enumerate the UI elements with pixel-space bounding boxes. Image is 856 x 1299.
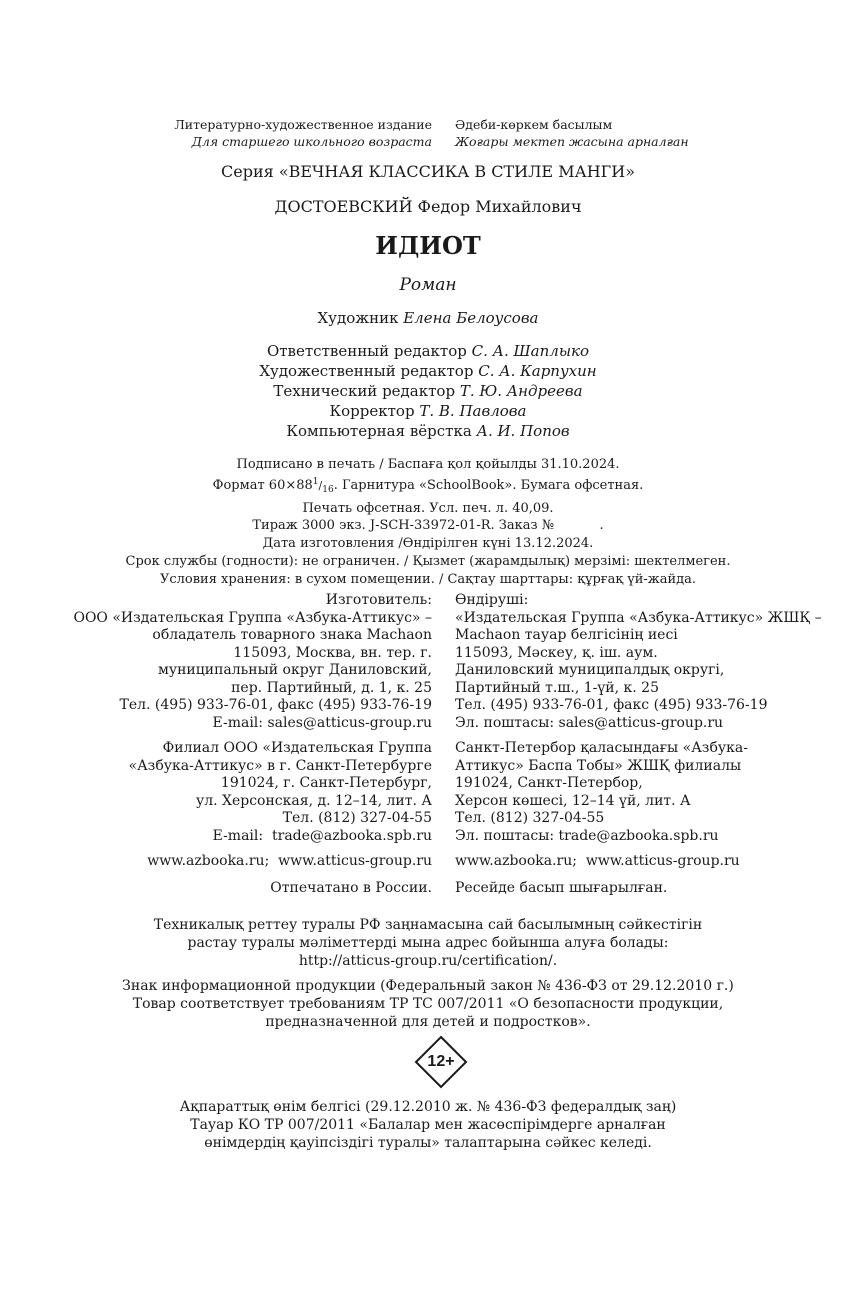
print-info <box>0 456 856 589</box>
editor-line <box>0 361 856 381</box>
storage-line: Условия хранения: в сухом помещении. / Сақтау шарттары: құрғақ үй-жайда. <box>159 571 697 587</box>
editor-role: Художественный редактор <box>259 362 474 380</box>
info-sign-ru-line: Товар соответствует требованиям ТР ТС 007/2011 «О безопасности продукции, <box>132 996 724 1012</box>
format-den: 16 <box>322 484 334 495</box>
certification-line: растау туралы мәліметтерді мына адрес бойынша алуға болады: <box>187 935 669 951</box>
branch-kz-line: Херсон көшесі, 12–14 үй, лит. А <box>455 792 691 809</box>
editor-line <box>0 401 856 421</box>
illustrator-role: Художник <box>317 309 399 327</box>
illustrator-name: Елена Белоусова <box>403 309 539 327</box>
manufacturer-ru-line: обладатель товарного знака Machaon <box>152 627 432 643</box>
websites-ru: www.azbooka.ru; www.atticus-group.ru <box>147 853 432 869</box>
info-sign-kz <box>0 1098 856 1152</box>
manufacturer-ru-line: Тел. (495) 933-76-01, факс (495) 933-76-19 <box>119 697 432 713</box>
branch-kz <box>455 740 748 845</box>
book-subtitle: Роман <box>399 275 457 295</box>
service-life-line: Срок службы (годности): не ограничен. / Қызмет (жарамдылық) мерзімі: шектелмеген. <box>125 553 731 569</box>
branch-ru-line: 191024, г. Санкт-Петербург, <box>220 775 432 791</box>
info-sign-kz-line: Тауар КО ТР 007/2011 «Балалар мен жасөспірімдерге арналған <box>190 1117 666 1133</box>
info-sign-ru-line: предназначенной для детей и подростков». <box>265 1014 591 1030</box>
branch-ru-line: ул. Херсонская, д. 12–14, лит. А <box>195 792 432 809</box>
manufacturer-kz-line: Эл. поштасы: sales@atticus-group.ru <box>455 714 724 731</box>
certification-line: Техникалық реттеу туралы РФ заңнамасына сай басылымның сәйкестігін <box>153 917 703 933</box>
age-rating-label: 12+ <box>427 1053 455 1070</box>
manufacturer-kz-line: Даниловский муниципалдық округі, <box>455 662 725 678</box>
certification-line: http://atticus-group.ru/certification/. <box>298 953 558 969</box>
info-sign-kz-line: өнімдердің қауіпсіздігі туралы» талаптарына сәйкес келеді. <box>204 1135 652 1151</box>
manufacturer-kz-line: Өндіруші: <box>455 592 529 608</box>
branch-ru-line: Тел. (812) 327-04-55 <box>282 810 432 826</box>
editor-line <box>0 341 856 361</box>
info-sign-ru <box>0 977 856 1031</box>
book-title: ИДИОТ <box>375 231 481 260</box>
manufacturer-kz-line: Machaon тауар белгісінің иесі <box>455 627 678 643</box>
branch-kz-line: Аттикус» Баспа Тобы» ЖШҚ филиалы <box>455 757 742 774</box>
made-date-line: Дата изготовления /Өндірілген күні 13.12.2024. <box>262 536 594 552</box>
format-line: Формат $60\times 88^1/_{16}$. Гарнитура «SchoolBook». Бумага офсетная. <box>212 476 644 495</box>
format-suffix: . Гарнитура «SchoolBook». Бумага офсетная. <box>333 477 644 493</box>
audience-ru: Для старшего школьного возраста <box>191 134 432 149</box>
manufacturer-kz-line: «Издательская Группа «Азбука-Аттикус» ЖШҚ – <box>455 609 822 626</box>
manufacturer-kz <box>455 592 822 732</box>
run-line: Тираж 3000 экз. J-SCH-33972-01-R. Заказ № . <box>252 518 604 534</box>
signed-line: Подписано в печать / Баспаға қол қойылды 31.10.2024. <box>236 457 620 472</box>
editors-block <box>0 341 856 441</box>
format-num: 1 <box>312 476 319 487</box>
branch-kz-line: Тел. (812) 327-04-55 <box>455 810 605 826</box>
age-rating-badge <box>414 1035 468 1089</box>
manufacturer-ru <box>73 592 432 732</box>
editor-line <box>0 381 856 401</box>
websites-kz: www.azbooka.ru; www.atticus-group.ru <box>455 853 740 869</box>
manufacturer-ru-line: муниципальный округ Даниловский, <box>157 662 432 678</box>
genre-kz: Әдеби-көркем басылым <box>455 117 613 132</box>
editor-role: Технический редактор <box>273 382 456 400</box>
certification-block <box>0 916 856 970</box>
editor-role: Ответственный редактор <box>266 342 467 360</box>
editor-role: Компьютерная вёрстка <box>286 422 472 440</box>
manufacturer-ru-line: пер. Партийный, д. 1, к. 25 <box>231 679 432 696</box>
genre-ru: Литературно-художественное издание <box>174 117 432 132</box>
manufacturer-ru-line: 115093, Москва, вн. тер. г. <box>233 644 432 661</box>
branch-kz-line: Эл. поштасы: trade@azbooka.spb.ru <box>455 827 719 844</box>
manufacturer-ru-line: E-mail: sales@atticus-group.ru <box>212 714 432 731</box>
editor-name: Т. В. Павлова <box>419 402 527 420</box>
branch-ru-line: E-mail: trade@azbooka.spb.ru <box>212 827 432 844</box>
editor-role: Корректор <box>329 402 415 420</box>
branch-ru <box>129 740 432 845</box>
author: ДОСТОЕВСКИЙ Федор Михайлович <box>274 197 582 216</box>
editor-name: А. И. Попов <box>476 422 570 440</box>
format-prefix: Формат 60×88 <box>212 477 313 493</box>
printed-kz: Ресейде басып шығарылған. <box>455 880 668 896</box>
manufacturer-kz-line: 115093, Мәскеу, қ. іш. аум. <box>455 644 658 661</box>
editor-line <box>0 421 856 441</box>
editor-name: С. А. Шаплыко <box>471 342 590 360</box>
illustrator <box>0 309 856 328</box>
info-sign-ru-line: Знак информационной продукции (Федеральный закон № 436-ФЗ от 29.12.2010 г.) <box>122 978 734 994</box>
manufacturer-ru-line: Изготовитель: <box>325 592 432 608</box>
manufacturer-kz-line: Тел. (495) 933-76-01, факс (495) 933-76-19 <box>455 697 768 713</box>
branch-ru-line: Филиал ООО «Издательская Группа <box>162 740 432 756</box>
audience-kz: Жоғары мектеп жасына арналған <box>455 134 689 149</box>
editor-name: Т. Ю. Андреева <box>459 382 583 400</box>
printed-ru: Отпечатано в России. <box>270 880 432 896</box>
manufacturer-kz-line: Партийный т.ш., 1-үй, к. 25 <box>455 679 659 696</box>
branch-kz-line: 191024, Санкт-Петербор, <box>455 775 643 791</box>
printing-line: Печать офсетная. Усл. печ. л. 40,09. <box>302 500 554 516</box>
series: Серия «ВЕЧНАЯ КЛАССИКА В СТИЛЕ МАНГИ» <box>221 162 635 181</box>
editor-name: С. А. Карпухин <box>478 362 597 380</box>
manufacturer-ru-line: ООО «Издательская Группа «Азбука-Аттикус» – <box>73 609 432 626</box>
branch-kz-line: Санкт-Петербор қаласындағы «Азбука- <box>455 740 748 756</box>
info-sign-kz-line: Ақпараттық өнім белгісі (29.12.2010 ж. № 436-ФЗ федералдық заң) <box>179 1099 677 1115</box>
branch-ru-line: «Азбука-Аттикус» в г. Санкт-Петербурге <box>128 757 432 774</box>
